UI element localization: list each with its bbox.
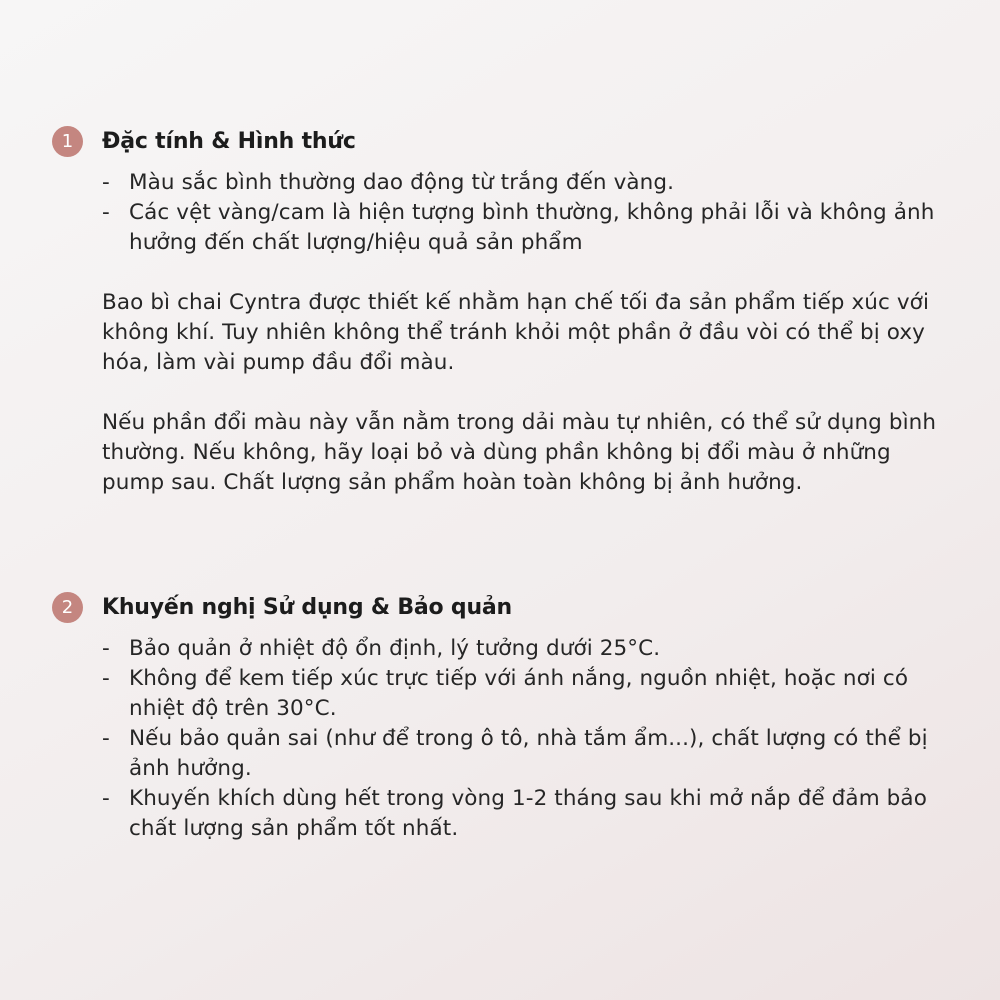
dash-marker: - (102, 726, 110, 751)
list-item (102, 724, 952, 784)
section-heading (52, 590, 952, 624)
dash-marker: - (102, 200, 110, 225)
list-item-text: Khuyến khích dùng hết trong vòng 1-2 tháng sau khi mở nắp để đảm bảo chất lượng sản phẩm tốt nhất. (129, 786, 927, 841)
bullet-list (52, 168, 952, 258)
list-item-text: Màu sắc bình thường dao động từ trắng đến vàng. (129, 170, 675, 195)
dash-marker: - (102, 666, 110, 691)
section-title: Đặc tính & Hình thức (102, 128, 356, 154)
list-item-text: Không để kem tiếp xúc trực tiếp với ánh nắng, nguồn nhiệt, hoặc nơi có nhiệt độ trên 30°C. (129, 666, 909, 721)
dash-marker: - (102, 636, 110, 661)
list-item (102, 168, 952, 198)
list-item (102, 634, 952, 664)
section-number-badge: 1 (52, 126, 83, 157)
list-item-text: Bảo quản ở nhiệt độ ổn định, lý tưởng dưới 25°C. (129, 636, 661, 661)
section-heading (52, 124, 952, 158)
list-item-text: Các vệt vàng/cam là hiện tượng bình thường, không phải lỗi và không ảnh hưởng đến chất lượng/hiệu quả sản phẩm (129, 200, 935, 255)
list-item-text: Nếu bảo quản sai (như để trong ô tô, nhà tắm ẩm...), chất lượng có thể bị ảnh hưởng. (129, 726, 928, 781)
list-item (102, 664, 952, 724)
section-usage-storage (52, 590, 952, 844)
paragraph-discoloration: Nếu phần đổi màu này vẫn nằm trong dải màu tự nhiên, có thể sử dụng bình thường. Nếu không, hãy loại bỏ và dùng phần không bị đổi màu ở những pump sau. Chất lượng sản phẩm hoàn toàn không bị ảnh hưởng. (102, 410, 937, 495)
list-item (102, 198, 952, 258)
list-item (102, 784, 952, 844)
section-title: Khuyến nghị Sử dụng & Bảo quản (102, 594, 513, 620)
dash-marker: - (102, 170, 110, 195)
paragraph-packaging: Bao bì chai Cyntra được thiết kế nhằm hạn chế tối đa sản phẩm tiếp xúc với không khí. Tuy nhiên không thể tránh khỏi một phần ở đầu vòi có thể bị oxy hóa, làm vài pump đầu đổi màu. (102, 290, 930, 375)
section-number-badge: 2 (52, 592, 83, 623)
bullet-list (52, 634, 952, 844)
section-characteristics (52, 124, 952, 498)
dash-marker: - (102, 786, 110, 811)
